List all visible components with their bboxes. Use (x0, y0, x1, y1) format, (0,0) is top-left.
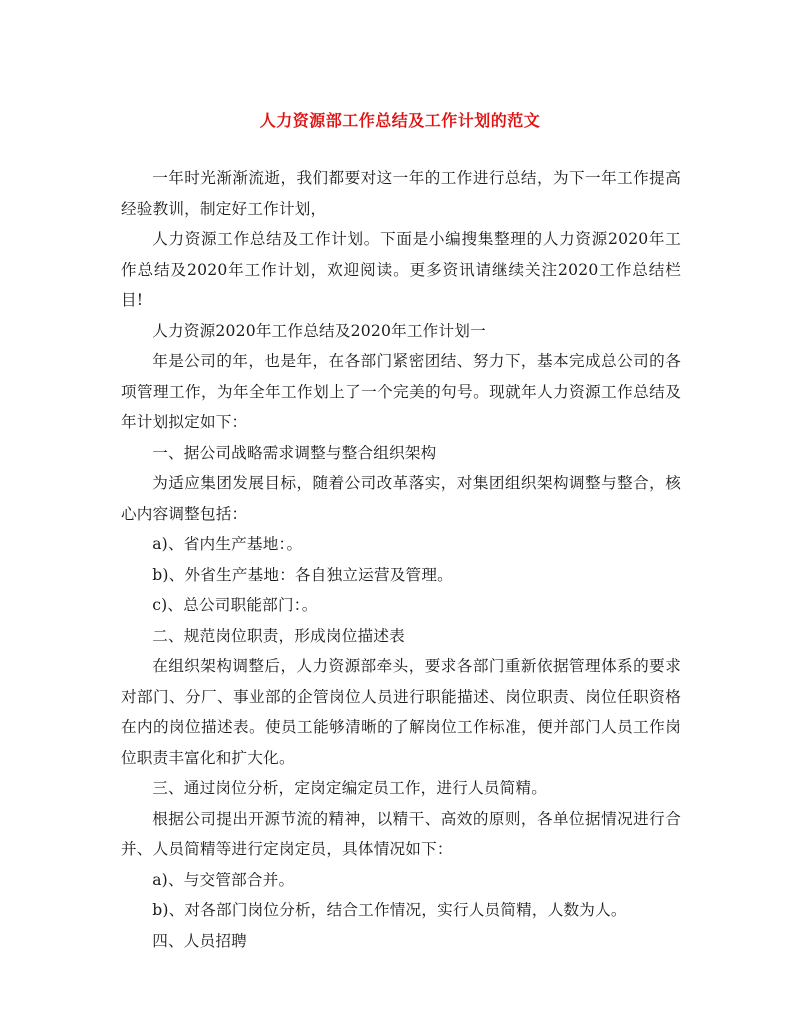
list-item-a-2: a)、与交管部合并。 (152, 870, 295, 889)
section-heading-1: 一、据公司战略需求调整与整合组织架构 (152, 443, 437, 462)
list-item-b: b)、外省生产基地：各自独立运营及管理。 (152, 565, 453, 584)
list-item-c: c)、总公司职能部门：。 (152, 596, 318, 614)
list-item-b-2: b)、对各部门岗位分析，结合工作情况，实行人员简精，人数为人。 (152, 901, 627, 919)
section-heading-2: 二、规范岗位职责，形成岗位描述表 (152, 626, 405, 645)
paragraph-subtitle: 人力资源2020年工作总结及2020年工作计划一 (152, 321, 486, 340)
paragraph-section-2: 在组织架构调整后，人力资源部牵头，要求各部门重新依据管理体系的要求对部门、分厂、事业部的企管岗位人员进行职能描述、岗位职责、岗位任职资格在内的岗位描述表。使员工能够清晰的了解岗位工作标准，便并部门人员工作岗位职责丰富化和扩大化。 (121, 657, 681, 767)
section-heading-4: 四、人员招聘 (152, 931, 247, 950)
document-body (121, 163, 681, 956)
paragraph-overview: 年是公司的年，也是年，在各部门紧密团结、努力下，基本完成总公司的各项管理工作，为年全年工作划上了一个完美的句号。现就年人力资源工作总结及年计划拟定如下： (121, 352, 681, 431)
list-item-a: a)、省内生产基地：。 (152, 535, 303, 553)
paragraph-section-3: 根据公司提出开源节流的精神，以精干、高效的原则，各单位据情况进行合并、人员简精等进行定岗定员，具体情况如下： (121, 809, 681, 858)
document-title: 人力资源部工作总结及工作计划的范文 (259, 111, 541, 130)
paragraph-section-1: 为适应集团发展目标，随着公司改革落实，对集团组织架构调整与整合，核心内容调整包括： (121, 474, 681, 523)
paragraph-summary: 人力资源工作总结及工作计划。下面是小编搜集整理的人力资源2020年工作总结及2020年工作计划，欢迎阅读。更多资讯请继续关注2020工作总结栏目! (121, 230, 681, 309)
paragraph-intro: 一年时光渐渐流逝，我们都要对这一年的工作进行总结，为下一年工作提高经验教训，制定好工作计划， (121, 169, 681, 218)
section-heading-3: 三、通过岗位分析，定岗定编定员工作，进行人员简精。 (152, 779, 548, 797)
